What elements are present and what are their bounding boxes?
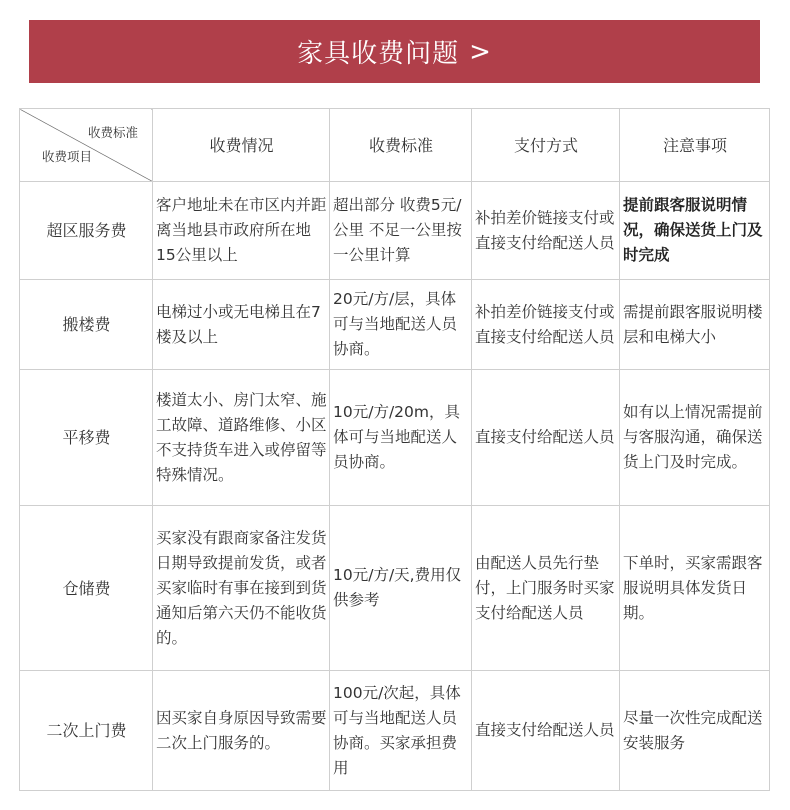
section-banner [29,20,760,83]
fee-payment: 由配送人员先行垫付，上门服务时买家支付给配送人员 [472,506,620,671]
fee-situation: 电梯过小或无电梯且在7楼及以上 [153,280,330,370]
fee-payment: 补拍差价链接支付或直接支付给配送人员 [472,280,620,370]
fee-note: 下单时，买家需跟客服说明具体发货日期。 [620,506,770,671]
fee-note: 尽量一次性完成配送安装服务 [620,671,770,791]
fee-standard: 100元/次起，具体可与当地配送人员协商。买家承担费用 [330,671,472,791]
fee-note: 提前跟客服说明情况，确保送货上门及时完成 [620,182,770,280]
fee-situation: 因买家自身原因导致需要二次上门服务的。 [153,671,330,791]
fee-standard: 10元/方/20m，具体可与当地配送人员协商。 [330,370,472,506]
fee-situation: 买家没有跟商家备注发货日期导致提前发货，或者买家临时有事在接到到货通知后第六天仍不能收货的。 [153,506,330,671]
table-row [20,370,770,506]
corner-header-bottom: 收费项目 [42,149,93,164]
fee-name: 平移费 [20,370,153,506]
table-row [20,182,770,280]
fee-payment: 直接支付给配送人员 [472,370,620,506]
header-situation: 收费情况 [153,109,330,182]
fee-name: 二次上门费 [20,671,153,791]
fee-standard: 10元/方/天,费用仅供参考 [330,506,472,671]
chevron-right-icon[interactable]: > [469,36,492,67]
fee-name: 仓储费 [20,506,153,671]
fee-name: 搬楼费 [20,280,153,370]
fee-situation: 楼道太小、房门太窄、施工故障、道路维修、小区不支持货车进入或停留等特殊情况。 [153,370,330,506]
fee-standard: 20元/方/层，具体可与当地配送人员协商。 [330,280,472,370]
table-header-row [20,109,770,182]
corner-header-top: 收费标准 [87,125,138,140]
fee-payment: 补拍差价链接支付或直接支付给配送人员 [472,182,620,280]
table-row [20,506,770,671]
corner-header-cell [20,109,153,182]
fee-table [19,108,770,791]
fee-note: 如有以上情况需提前与客服沟通，确保送货上门及时完成。 [620,370,770,506]
table-row [20,671,770,791]
header-note: 注意事项 [620,109,770,182]
fee-note: 需提前跟客服说明楼层和电梯大小 [620,280,770,370]
banner-title: 家具收费问题 [297,39,460,69]
fee-payment: 直接支付给配送人员 [472,671,620,791]
header-payment: 支付方式 [472,109,620,182]
fee-standard: 超出部分 收费5元/公里 不足一公里按一公里计算 [330,182,472,280]
table-row [20,280,770,370]
fee-situation: 客户地址未在市区内并距离当地县市政府所在地15公里以上 [153,182,330,280]
fee-name: 超区服务费 [20,182,153,280]
header-standard: 收费标准 [330,109,472,182]
